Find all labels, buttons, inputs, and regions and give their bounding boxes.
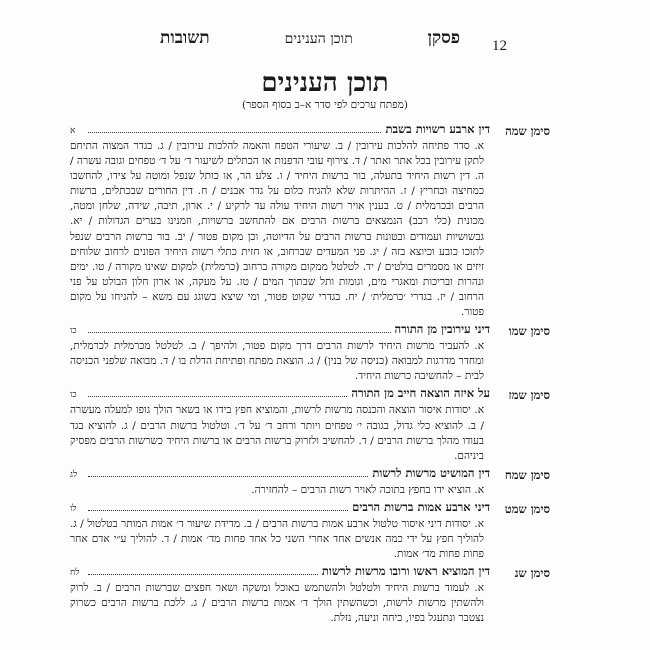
toc-subtitle: (מפתח ערכים לפי סדר א–ב בסוף הספר) (242, 99, 408, 111)
running-header-right: פסקן (427, 28, 460, 48)
entry-page-ref: א (70, 126, 76, 136)
entry-heading (70, 122, 490, 139)
entry-heading-text: דין המושיט מרשות לרשות (372, 465, 490, 480)
toc-entries (70, 122, 550, 628)
entry-text: א. לעמוד ברשות היחיד ולטלטל ולהשתמש באוכל ומשקה ושאר חפצים שברשות הרבים / ב. לרוק ולהשתין מרשות לרשות, וכשהשתין הולך ד׳ אמות ברשות הרבים / ג. ללכת ברשות הרבים כשרוק נצטבר ונתעגל בפיו, כיחה וניעה, נזלת. (70, 582, 484, 625)
toc-title: תוכן הענינים (261, 68, 389, 98)
siman-number: סימן שמז (508, 388, 550, 403)
entry-page-ref: לח (70, 568, 80, 579)
siman-number: סימן שנ (514, 566, 550, 581)
leader-dots (88, 501, 348, 511)
toc-entry (70, 466, 550, 498)
entry-page-ref: כו (70, 390, 77, 401)
leader-dots (88, 323, 391, 333)
entry-page-ref: לג (70, 469, 78, 480)
siman-number: סימן שמח (504, 467, 550, 482)
entry-heading (70, 564, 490, 581)
entry-heading-text: על איזה הוצאה חייב מן התורה (351, 386, 490, 401)
toc-entry (70, 122, 550, 320)
entry-heading-text: דין המוציא ראשו ורובו מרשות לרשות (321, 564, 490, 579)
entry-heading-text: דיני עירובין מן התורה (394, 322, 490, 337)
siman-number: סימן שמה (505, 124, 550, 138)
entry-page-ref: כו (70, 326, 77, 337)
entry-heading (70, 466, 490, 483)
entry-body (70, 322, 490, 384)
siman-number: סימן שמט (504, 501, 550, 516)
entry-heading-text: דיני ארבע אמות ברשות הרבים (352, 499, 490, 514)
entry-body (70, 500, 490, 562)
entry-heading (70, 500, 490, 517)
entry-body (70, 564, 490, 626)
entry-heading-text: דין ארבע רשויות בשבת (385, 122, 490, 136)
entry-page-ref: לו (70, 503, 77, 514)
entry-body (70, 122, 490, 320)
leader-dots (88, 565, 318, 575)
entry-body (70, 466, 490, 498)
entry-text: א. סדר פתיחה להלכות עירובין / ב. שיעורי הטפח והאמה להלכות עירובין / ג. בגדר המצוה התיחם לתקן עירובין בכל אתר ואתר / ד. צירוף עובי הדפנות או הכתלים לשיעור ד׳ על ד׳ טפחים וגובה עשרה / ה. דין רשות היחיד בתעלה, בור ברשות היחיד / ו. צלע הר, או כותל שנפל ומוטה על צידו, להחשבו כמחיצה וכחריץ / ז. ההיתרות שלא להגיח כלום על גדר אבנים / ח. דין החורים שבכתלים, ברשות הרבים ובכרמלית / ט. בענין אויר רשות היחיד עולה עד לרקיע / י. ארון, תיבה, שידה, שלחן ומטה, מכונית (כלי רכב) הנמצאים ברשות הרבים אם להתחשב ברשויות, וזמנינו בערים הגדולות / יא. גבשושיות ועמודים ובטונות ברשות הרבים על הדיוטה, וכן מקום פטור / יב. בור ברשות הרבים שנפל לתוכו כובע וכיוצא בזה / יג. פני המעדים שברחוב, או חזית כתלי רשות היחיד הפונים לרחוב שלוחים זיזים או מסמרים בולטים / יד. לטלטל ממקום מקורה ברחוב (כרמלית) למקום שאינו מקורה / טו. ימים ונהרות ובריכות ומאגרי מים, וגומות ותל שבתוך המים / טז. על מעקה, או ארון חלון הבולט על פני הרחוב / יז. בגדרי ׳כרמלית׳ / יח. בגדרי שקוט פטור, ומי שיצא בשוגג עם משא – להניחו על מקום פטור. (70, 140, 484, 319)
page-number: 12 (492, 38, 507, 54)
running-header-middle: תוכן הענינים (284, 31, 353, 47)
leader-dots (88, 467, 368, 477)
entry-heading (70, 386, 490, 403)
running-header (160, 28, 460, 48)
toc-entry (70, 500, 550, 562)
entry-heading (70, 322, 490, 339)
entry-body (70, 386, 490, 463)
leader-dots (88, 123, 381, 133)
entry-text: א. הוציא ידו בחפץ בתוכה לאויר רשות הרבים – להחזירה. (251, 483, 484, 496)
leader-dots (88, 387, 347, 397)
entry-text: א. יסודות איסור הוצאה והכנסה מרשות לרשות, והמוציא חפץ בידו או בשאר הולך גופו למעלה מעשרה / ב. להוציא כלי גדול, בגובה י׳ טפחים ויותר ורחב ד׳ על ד׳. וטלטול ברשות הרבים / ג. להוציא בגד בעודו מהלך ברשות הרבים / ד. להחשיב ולזרוק ברשות הרבים או ברשות היחיד כשרשות הרבים מפסיק ביניהם. (70, 404, 484, 462)
toc-entry (70, 386, 550, 463)
siman-number: סימן שמו (508, 324, 550, 339)
entry-text: א. יסודות דיני איסור טלטול ארבע אמות ברשות הרבים / ב. מדידת שיעור ד׳ אמות המותר בטלטול / ג. להוליך חפץ על ידי כמה אנשים אחד אחרי השני כל אחד פחות מד׳ אמות / ד. להוליך ע״י אדם אחר פחות פחות מד׳ אמות. (70, 517, 484, 561)
toc-entry (70, 564, 550, 626)
entry-text: א. להעביר מרשות היחיד לרשות הרבים דרך מקום פטור, ולהיפך / ב. לטלטל מכרמלית לכרמלית, ומחדר מדרגות למבואה (כניסה של בנין) / ג. הוצאת מפתח ופתיחת הדלת בו / ד. מבואה שלפני הכניסה לבית – להחשיבה כרשות היחיד. (70, 340, 484, 383)
toc-entry (70, 322, 550, 384)
running-header-left: תשובות (160, 28, 210, 48)
